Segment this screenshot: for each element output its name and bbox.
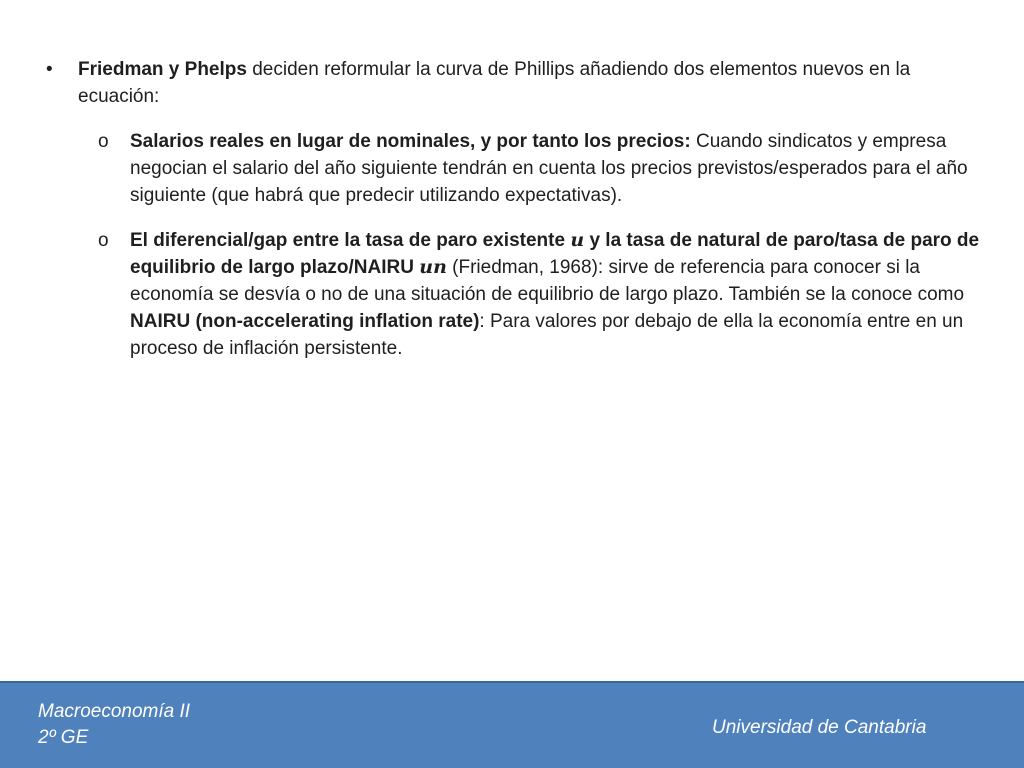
sub-text: Cuando sindicatos y empresa negocian el salario del año siguiente tendrán en cuenta los precios previstos/esperados para el año siguiente (que habrá que predecir utilizando expectativas). <box>130 131 968 206</box>
footer-group: 2º GE <box>38 727 89 748</box>
sub-bold-text: y la tasa de natural de paro/tasa de paro de equilibrio de largo plazo/NAIRU <box>130 230 980 278</box>
math-u: 𝒖 <box>570 229 585 251</box>
bullet-marker: • <box>46 59 53 80</box>
footer-bar <box>0 681 1024 768</box>
sub-bold-text: Salarios reales en lugar de nominales, y por tanto los precios: <box>130 131 691 152</box>
footer-university: Universidad de Cantabria <box>712 717 927 738</box>
sub-item-diferencial-gap <box>46 227 986 362</box>
footer-course: Macroeconomía II <box>38 701 191 722</box>
slide-content <box>46 56 986 380</box>
sub-text: : Para valores por debajo de ella la economía entre en un proceso de inflación persistente. <box>130 311 964 359</box>
sub-bullet-marker: o <box>98 230 109 251</box>
bullet-bold-text: Friedman y Phelps <box>78 59 247 80</box>
sub-item-salarios-reales <box>46 128 986 209</box>
sub-text: (Friedman, 1968): sirve de referencia para conocer si la economía se desvía o no de una situación de equilibrio de largo plazo. También se la conoce como <box>130 257 965 305</box>
sub-bullet-marker: o <box>98 131 109 152</box>
nairu-bold-text: NAIRU (non-accelerating inflation rate) <box>130 311 480 332</box>
bullet-item-friedman-phelps <box>46 56 986 110</box>
sub-bold-text: El diferencial/gap entre la tasa de paro existente <box>130 230 571 251</box>
bullet-text: deciden reformular la curva de Phillips añadiendo dos elementos nuevos en la ecuación: <box>78 59 911 107</box>
footer-course-info <box>38 699 190 751</box>
math-u-n: 𝒖𝒏 <box>419 256 447 278</box>
